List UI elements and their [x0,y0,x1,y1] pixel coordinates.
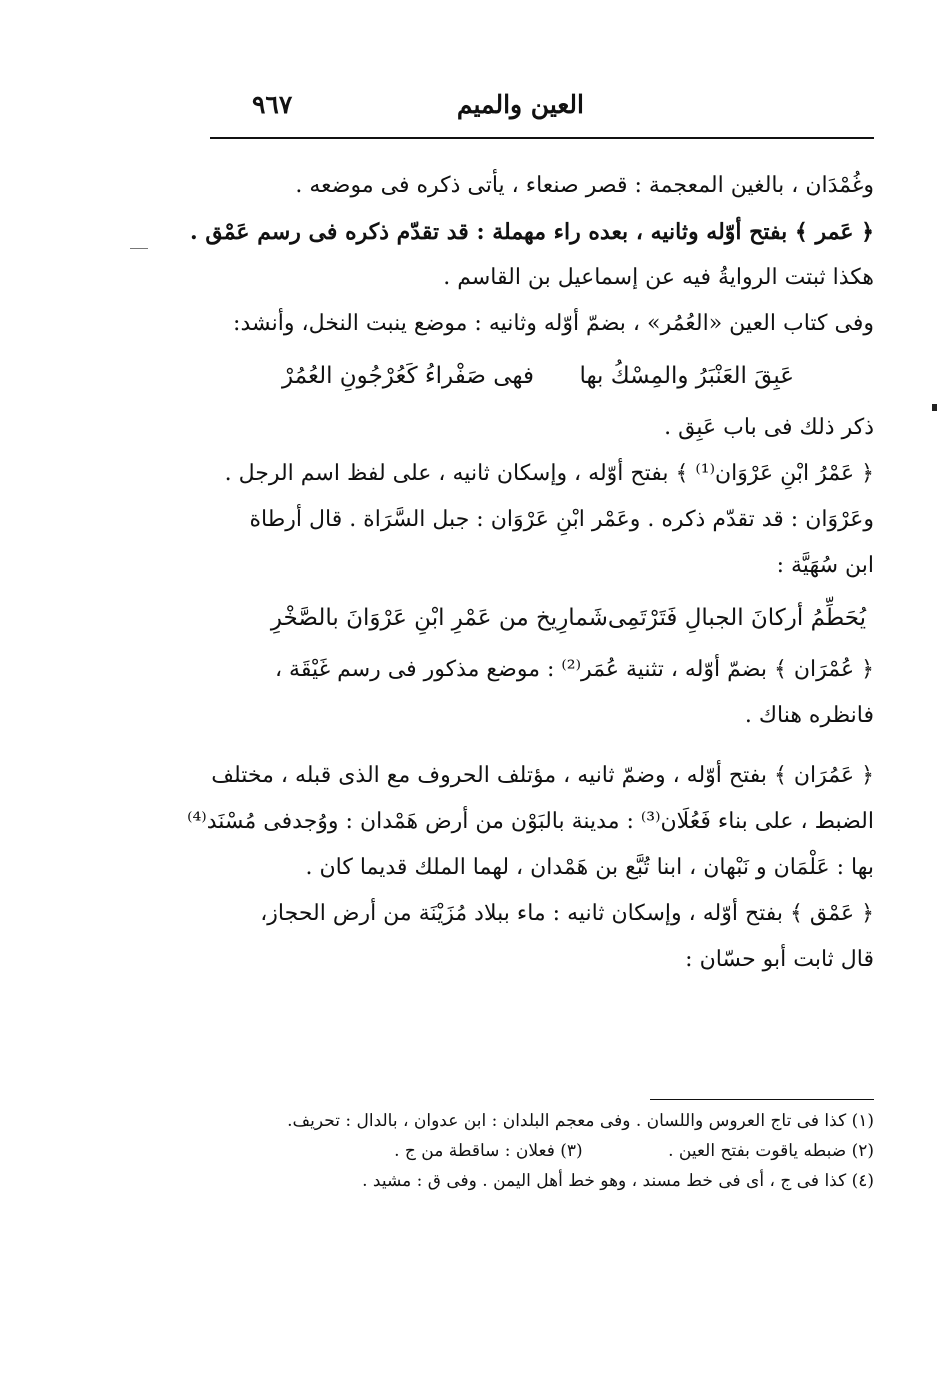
paragraph [212,405,874,451]
text-line: ذكر ذلك فى باب عَبِق . [664,415,874,440]
text-line: قال ثابت أبو حسّان : [685,947,874,972]
main-text [187,163,874,983]
entry-paragraph [212,891,874,983]
verse-first-hemistich: يُحَطِّمُ أركانَ الجبالِ فَتَرْتَمِى [607,605,866,631]
footnote: (٣) فعلان : ساقطة من ج . [394,1141,583,1161]
text-line: ﴿ عُمْرَان ﴾ بضمّ أوّله ، تثنية عُمَر⁽²⁾ : موضع مذكور فى رسم غَيْقَة ، [274,657,874,682]
page-header [210,84,874,134]
footnote-row [212,1136,874,1166]
entry-paragraph [212,451,874,589]
margin-mark [130,248,148,249]
text-line: ﴿ عَمْرُ ابْنِ عَرْوَان⁽¹⁾ ﴾ بفتح أوّله ، وإسكان ثانيه ، على لفظ اسم الرجل . [224,461,874,486]
text-line: وفى كتاب العين «العُمُر» ، بضمّ أوّله وثانيه : موضع ينبت النخل، وأنشد: [233,311,874,336]
text-line: وعَرْوَان : قد تقدّم ذكره . وعَمْر ابْنِ عَرْوَان : جبل السَّرَاة . قال أرطاة [249,507,874,532]
footnotes [212,1106,874,1196]
poetry-verse [212,589,874,647]
entry-paragraph [212,647,874,739]
text-line: وغُمْدَان ، بالغين المعجمة : قصر صنعاء ، يأتى ذكره فى موضعه . [295,173,874,198]
verse-second-hemistich: فهى صَفْراءُ كَعُرْجُونِ العُمُرْ [282,363,534,389]
paragraph [212,301,874,347]
running-title: العين والميم [456,90,584,119]
text-line: ابن سُهَيَّة : [776,553,874,578]
paragraph [212,163,874,209]
text-line: هكذا ثبتت الروايةُ فيه عن إسماعيل بن القاسم . [443,265,874,290]
header-rule [210,137,874,139]
footnote: (١) كذا فى تاج العروس واللسان . وفى معجم البلدان : ابن عدوان ، بالدال : تحريف. [287,1111,874,1131]
text-line: ﴿ عَمُرَان ﴾ بفتح أوّله ، وضمّ ثانيه ، مؤتلف الحروف مع الذى قبله ، مختلف [211,763,874,788]
text-line: فانظره هناك . [744,703,874,728]
footnote-rule [650,1099,874,1100]
verse-second-hemistich: شَمارِيخ من عَمْرِ ابْنِ عَرْوَانَ بالصَّخْرِ [270,605,608,631]
page-number: ٩٦٧ [252,90,293,119]
footnote: (٤) كذا فى ج ، أى فى خط مسند ، وهو خط أهل اليمن . وفى ق : مشيد . [362,1171,874,1191]
text-line: بها : عَلْمَان و نَبْهان ، ابنا تُبَّع بن هَمْدان ، لهما الملك قديما كان . [305,855,874,880]
verse-first-hemistich: عَبِقَ العَنْبَرُ والمِسْكُ بها [579,363,794,389]
margin-mark [932,404,937,411]
text-line: الضبط ، على بناء فَعُلَان⁽³⁾ : مدينة بالبَوْن من أرض هَمْدان : ووُجدفى مُسْنَد⁽⁴⁾ [187,809,874,834]
entry-paragraph [187,753,874,891]
text-line: ﴿ عَمْق ﴾ بفتح أوّله ، وإسكان ثانيه : ماء ببلاد مُزَيْنَة من أرض الحجاز، [260,901,874,926]
text-line: ﴿ عَمر ﴾ بفتح أوّله وثانيه ، بعده راء مهملة : قد تقدّم ذكره فى رسم عَمْق . [190,219,874,245]
entry-paragraph [190,209,874,301]
poetry-verse [212,347,874,405]
footnote: (٢) ضبطه ياقوت بفتح العين . [668,1141,874,1161]
